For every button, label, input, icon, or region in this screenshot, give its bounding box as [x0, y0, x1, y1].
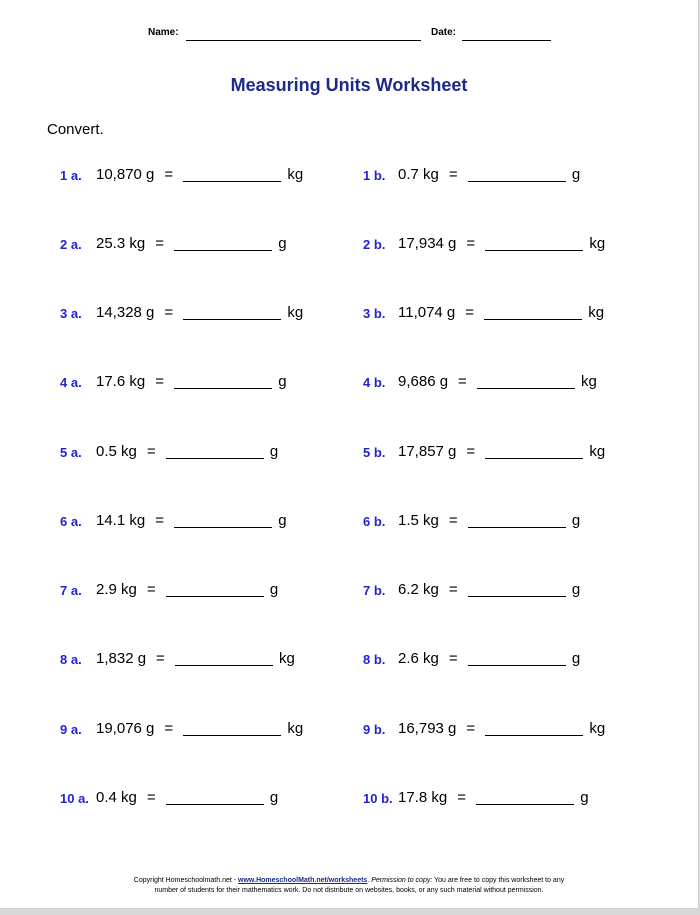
answer-blank[interactable] [468, 665, 566, 666]
target-unit: kg [588, 304, 605, 321]
problem-number: 1 a. [60, 168, 82, 183]
footer-url-link[interactable]: www.HomeschoolMath.net/worksheets [238, 877, 368, 884]
problem-quantity: 25.3 kg [96, 235, 146, 252]
target-unit: g [278, 512, 287, 529]
problem-quantity: 0.7 kg [398, 166, 439, 183]
equals-sign: = [155, 512, 164, 529]
worksheet-title: Measuring Units Worksheet [230, 75, 468, 95]
footer-line-2: number of students for their mathematics work. Do not distribute on websites, books, or any such material without permission. [154, 887, 544, 894]
problem-number: 1 b. [363, 168, 386, 183]
target-unit: kg [589, 443, 606, 460]
problem-right-2 [0, 235, 698, 257]
problem-quantity: 1,832 g [96, 650, 147, 667]
problem-quantity: 2.9 kg [96, 581, 137, 598]
problem-quantity: 17.6 kg [96, 373, 146, 390]
problem-number: 6 b. [363, 514, 386, 529]
answer-blank[interactable] [485, 735, 583, 736]
problem-right-4 [0, 373, 698, 395]
target-unit: g [269, 443, 279, 460]
problem-quantity: 0.4 kg [96, 789, 137, 806]
equals-sign: = [458, 373, 467, 390]
problem-quantity: 9,686 g [398, 373, 449, 390]
problem-number: 4 a. [60, 375, 82, 390]
problem-right-9 [0, 720, 698, 742]
problem-right-1 [0, 166, 698, 188]
problem-number: 10 b. [363, 791, 393, 806]
problem-number: 10 a. [60, 791, 89, 806]
problem-number: 2 a. [60, 237, 82, 252]
problem-number: 7 b. [363, 583, 386, 598]
problem-quantity: 2.6 kg [398, 650, 439, 667]
target-unit: g [571, 581, 581, 598]
equals-sign: = [146, 443, 156, 460]
date-label: Date: [431, 27, 457, 38]
problem-quantity: 10,870 g [96, 166, 155, 183]
problem-number: 8 b. [363, 652, 386, 667]
problem-quantity: 17.8 kg [398, 789, 448, 806]
problem-right-3 [0, 304, 698, 326]
problem-quantity: 0.5 kg [96, 443, 137, 460]
problem-quantity: 14.1 kg [96, 512, 146, 529]
instruction-text: Convert. [47, 121, 104, 138]
equals-sign: = [466, 235, 476, 252]
problem-number: 4 b. [363, 375, 386, 390]
problem-quantity: 19,076 g [96, 720, 155, 737]
problem-number: 3 b. [363, 306, 386, 321]
problem-quantity: 6.2 kg [398, 581, 439, 598]
target-unit: g [269, 581, 279, 598]
footer-copyright: Copyright Homeschoolmath.net - [133, 877, 239, 884]
problem-quantity: 17,857 g [398, 443, 457, 460]
equals-sign: = [164, 304, 174, 321]
problem-right-10 [0, 789, 698, 811]
problem-quantity: 11,074 g [398, 304, 456, 321]
equals-sign: = [156, 650, 165, 667]
answer-blank[interactable] [485, 250, 583, 251]
answer-blank[interactable] [484, 319, 582, 320]
target-unit: kg [279, 650, 295, 667]
equals-sign: = [448, 650, 458, 667]
answer-blank[interactable] [477, 388, 575, 389]
problem-number: 9 a. [60, 722, 82, 737]
equals-sign: = [155, 373, 164, 390]
problem-number: 7 a. [60, 583, 82, 598]
footer-line-1-rest: You are free to copy this worksheet to any [432, 877, 565, 884]
problem-quantity: 14,328 g [96, 304, 155, 321]
target-unit: kg [589, 235, 606, 252]
equals-sign: = [164, 166, 174, 183]
problem-right-6 [0, 512, 698, 534]
problem-quantity: 16,793 g [398, 720, 457, 737]
target-unit: g [278, 235, 287, 252]
equals-sign: = [146, 581, 156, 598]
equals-sign: = [448, 512, 458, 529]
problem-right-8 [0, 650, 698, 672]
name-blank-line [186, 40, 421, 41]
problem-right-5 [0, 443, 698, 465]
equals-sign: = [448, 581, 458, 598]
equals-sign: = [146, 789, 156, 806]
target-unit: g [571, 512, 581, 529]
answer-blank[interactable] [468, 181, 566, 182]
target-unit: kg [589, 720, 606, 737]
answer-blank[interactable] [468, 596, 566, 597]
answer-blank[interactable] [476, 804, 574, 805]
target-unit: g [269, 789, 279, 806]
target-unit: g [571, 166, 581, 183]
problem-number: 3 a. [60, 306, 82, 321]
target-unit: g [580, 789, 589, 806]
answer-blank[interactable] [468, 527, 566, 528]
footer-permission-label: Permission to copy: [371, 877, 433, 884]
target-unit: kg [287, 304, 304, 321]
equals-sign: = [465, 304, 475, 321]
problem-number: 2 b. [363, 237, 386, 252]
target-unit: kg [287, 720, 304, 737]
problem-number: 6 a. [60, 514, 82, 529]
equals-sign: = [466, 443, 476, 460]
target-unit: g [278, 373, 287, 390]
equals-sign: = [164, 720, 174, 737]
target-unit: kg [287, 166, 304, 183]
problem-right-7 [0, 581, 698, 603]
problem-quantity: 1.5 kg [398, 512, 439, 529]
problem-number: 8 a. [60, 652, 82, 667]
date-blank-line [462, 40, 551, 41]
problem-number: 5 b. [363, 445, 386, 460]
copyright-footer [0, 876, 698, 896]
equals-sign: = [466, 720, 476, 737]
footer-line-1: Copyright Homeschoolmath.net - www.HomeschoolMath.net/worksheets. Permission to copy: You are free to copy this worksheet to any [133, 877, 565, 884]
target-unit: kg [581, 373, 597, 390]
problem-number: 5 a. [60, 445, 82, 460]
name-label: Name: [148, 27, 179, 38]
answer-blank[interactable] [485, 458, 583, 459]
equals-sign: = [457, 789, 466, 806]
problem-quantity: 17,934 g [398, 235, 457, 252]
equals-sign: = [448, 166, 458, 183]
target-unit: g [571, 650, 581, 667]
equals-sign: = [155, 235, 164, 252]
problem-number: 9 b. [363, 722, 386, 737]
